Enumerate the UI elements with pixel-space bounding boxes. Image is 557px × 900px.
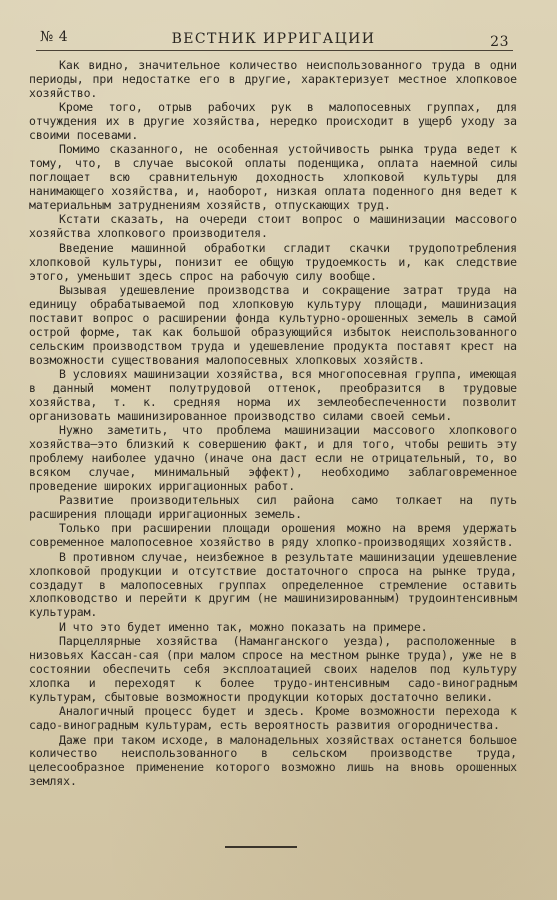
paragraph: И что это будет именно так, можно показать на примере.	[59, 619, 428, 634]
paragraph: Помимо сказанного, не особенная устойчивость рынка труда ведет к тому, что, в случае высокой оплаты поденщика, оплата наемной силы поглощает всю сравнительную доходность хлопковой культуры для нанимающего хозяйства, и, наоборот, низкая оплата поденного дня ведет к материальным затруднениям хозяйств, отпускающих труд.	[29, 142, 517, 213]
paragraph: Только при расширении площади орошения можно на время удержать современное малопосевное хозяйство в ряду хлопко-производящих хозяйств.	[29, 521, 517, 550]
paragraph: Вызывая удешевление производства и сокращение затрат труда на единицу обрабатываемой под хлопковую культуру площади, машинизация поставит вопрос о расширении фонда культурно-орошенных земель в самой острой форме, так как большой образующийся избыток неиспользованного сельским производством труда и удешевление продукта поставят крест на возможности существования малопосевных хлопковых хозяйств.	[29, 283, 517, 367]
paragraph: Аналогичный процесс будет и здесь. Кроме возможности перехода к садо-виноградным культурам, есть вероятность развития огородничества.	[29, 704, 517, 733]
running-header	[28, 26, 519, 50]
paragraph: Кроме того, отрыв рабочих рук в малопосевных группах, для отчуждения их в другие хозяйства, нередко происходит в ущерб уходу за своими посевами.	[29, 100, 517, 143]
paragraph: Кстати сказать, на очереди стоит вопрос о машинизации массового хозяйства хлопкового производителя.	[29, 212, 517, 241]
issue-number: № 4	[40, 29, 69, 45]
page-number: 23	[490, 34, 509, 50]
paragraph: В условиях машинизации хозяйства, вся многопосевная группа, имеющая в данный момент полутрудовой оттенок, преобразится в трудовые хозяйства, т. к. средняя норма их землеобеспеченности позволит организовать машинизированное производство силами своей семьи.	[29, 366, 517, 423]
end-of-article-rule	[225, 846, 297, 848]
paragraph: Нужно заметить, что проблема машинизации массового хлопкового хозяйства—это близкий к совершению факт, и для того, чтобы решить эту проблему наиболее удачно (иначе она даст если не отрицательный, то, во всяком случае, минимальный эффект), необходимо заблаговременное проведение широких ирригационных работ.	[29, 423, 517, 493]
paragraph: Парцеллярные хозяйства (Наманганского уезда), расположенные в низовьях Кассан-сая (при малом спросе на местном рынке труда), уже не в состоянии обеспечить себя эксплоатацией своих наделов под культуру хлопка и переходят к более трудо-интенсивным садо-виноградным культурам, сбытовые возможности продукции которых достаточно велики.	[29, 634, 517, 704]
paragraph: В противном случае, неизбежное в результате машинизации удешевление хлопковой продукции и отсутствие достаточного спроса на рынке труда, создадут в малопосевных группах определенное стремление оставить хлопководство и перейти к другим (не машинизированным) трудоинтенсивным культурам.	[29, 549, 517, 620]
article-body	[29, 59, 517, 790]
paragraph: Введение машинной обработки сгладит скачки трудопотребления хлопковой культуры, понизит ее общую трудоемкость и, как следствие этого, уменьшит здесь спрос на рабочую силу вообще.	[29, 240, 517, 283]
paragraph: Как видно, значительное количество неиспользованного труда в одни периоды, при недостатке его в другие, характеризует местное хлопковое хозяйство.	[29, 58, 517, 100]
paragraph: Развитие производительных сил района само толкает на путь расширения площади ирригационных земель.	[29, 493, 517, 521]
paragraph: Даже при таком исходе, в малонадельных хозяйствах останется большое количество неиспользованного в сельском производстве труда, целесообразное применение которого возможно лишь на вновь орошенных землях.	[29, 732, 517, 789]
header-rule	[36, 50, 513, 51]
journal-title: ВЕСТНИК ИРРИГАЦИИ	[171, 31, 376, 47]
